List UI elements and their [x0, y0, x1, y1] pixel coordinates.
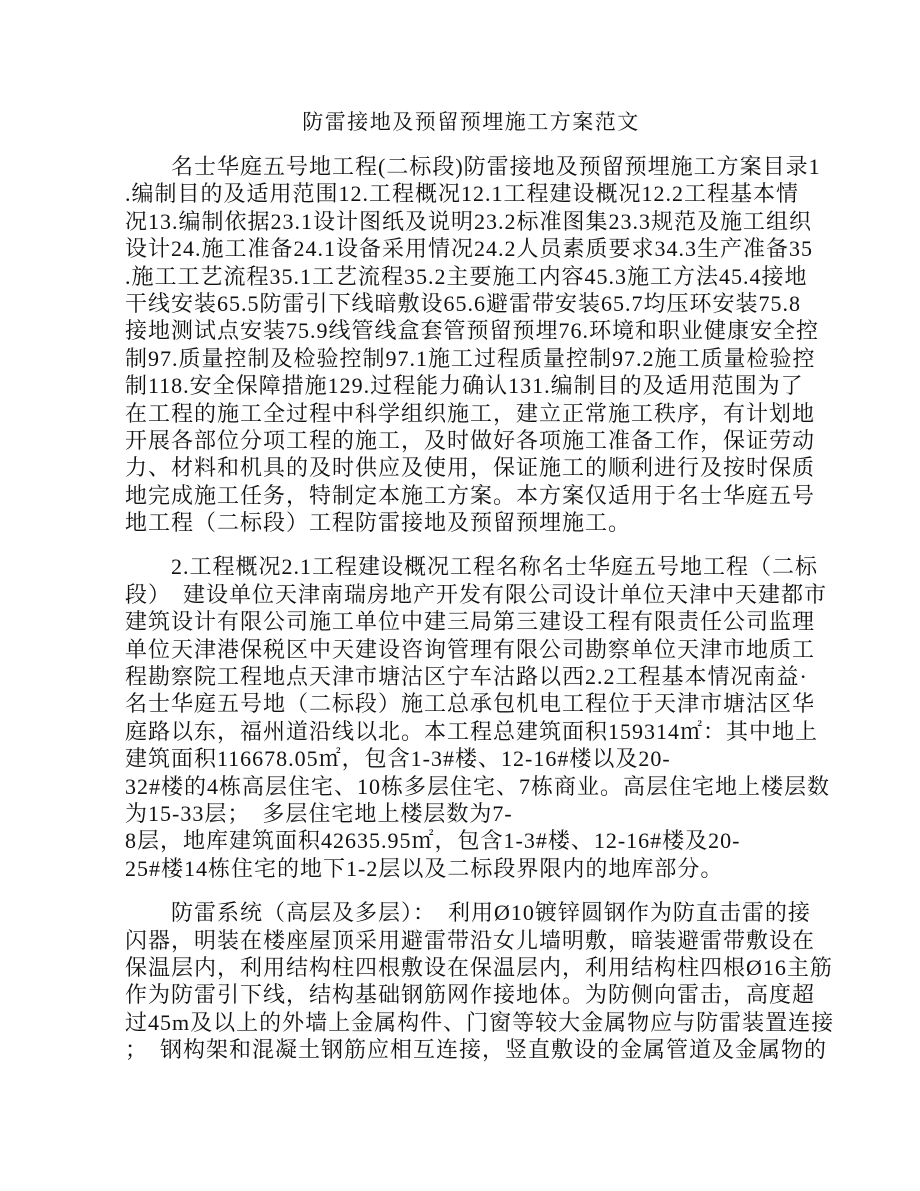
- text-line: 设计24.施工准备24.1设备采用情况24.2人员素质要求34.3生产准备35: [125, 236, 814, 262]
- text-line: 过45m及以上的外墙上金属构件、门窗等较大金属物应与防雷装置连接: [125, 1009, 835, 1035]
- text-line: 闪器，明装在楼座屋顶采用避雷带沿女儿墙明敷，暗装避雷带敷设在: [125, 927, 816, 953]
- text-line: 为15-33层； 多层住宅地上楼层数为7-: [125, 800, 513, 826]
- text-line: 段） 建设单位天津南瑞房地产开发有限公司设计单位天津中天建都市: [125, 581, 828, 607]
- text-line: 开展各部位分项工程的施工，及时做好各项施工准备工作，保证劳动: [125, 427, 816, 453]
- text-line: 地工程（二标段）工程防雷接地及预留预埋施工。: [125, 510, 632, 536]
- text-line: 25#楼14栋住宅的地下1-2层以及二标段界限内的地库部分。: [125, 855, 724, 881]
- text-line: .施工工艺流程35.1工艺流程35.2主要施工内容45.3施工方法45.4接地: [125, 263, 808, 289]
- document-body: [125, 153, 835, 1064]
- text-line: 接地测试点安装75.9线管线盒套管预留预埋76.环境和职业健康安全控: [125, 318, 820, 344]
- text-line: 32#楼的4栋高层住宅、10栋多层住宅、7栋商业。高层住宅地上楼层数: [125, 773, 831, 799]
- text-line: 名士华庭五号地工程(二标段)防雷接地及预留预埋施工方案目录1: [171, 154, 821, 179]
- text-line: 况13.编制依据23.1设计图纸及说明23.2标准图集23.3规范及施工组织: [125, 208, 813, 234]
- text-line: 制97.质量控制及检验控制97.1施工过程质量控制97.2施工质量检验控: [125, 345, 816, 371]
- text-line: 地完成施工任务，特制定本施工方案。本方案仅适用于名士华庭五号: [125, 482, 816, 508]
- text-line: 程勘察院工程地点天津市塘沽区宁车沽路以西2.2工程基本情况南益·: [125, 664, 808, 690]
- text-line: 防雷系统（高层及多层）： 利用Ø10镀锌圆钢作为防直击雷的接: [171, 900, 811, 926]
- text-line: 2.工程概况2.1工程建设概况工程名称名士华庭五号地工程（二标: [171, 554, 819, 580]
- text-line: 在工程的施工全过程中科学组织施工，建立正常施工秩序，有计划地: [125, 400, 816, 426]
- text-line: ； 钢构架和混凝土钢筋应相互连接，竖直敷设的金属管道及金属物的: [125, 1037, 828, 1063]
- text-line: 8层，地库建筑面积42635.95㎡，包含1-3#楼、12-16#楼及20-: [125, 828, 741, 854]
- text-line: 单位天津港保税区中天建设咨询管理有限公司勘察单位天津市地质工: [125, 636, 816, 662]
- text-line: 作为防雷引下线，结构基础钢筋网作接地体。为防侧向雷击，高度超: [125, 982, 816, 1008]
- document-title: 防雷接地及预留预埋施工方案范文: [302, 110, 640, 134]
- text-line: 庭路以东，福州道沿线以北。本工程总建筑面积159314㎡：其中地上: [125, 718, 819, 744]
- paragraph: [125, 553, 831, 882]
- text-line: .编制目的及适用范围12.工程概况12.1工程建设概况12.2工程基本情: [125, 181, 800, 207]
- paragraph: [125, 153, 821, 536]
- text-line: 制118.安全保障措施129.过程能力确认131.编制目的及适用范围为了: [125, 373, 804, 399]
- text-line: 力、材料和机具的及时供应及使用，保证施工的顺利进行及按时保质: [125, 455, 816, 481]
- text-line: 名士华庭五号地（二标段）施工总承包机电工程位于天津市塘沽区华: [125, 691, 816, 717]
- text-line: 建筑设计有限公司施工单位中建三局第三建设工程有限责任公司监理: [125, 609, 816, 635]
- text-line: 干线安装65.5防雷引下线暗敷设65.6避雷带安装65.7均压环安装75.8: [125, 290, 802, 316]
- text-line: 保温层内，利用结构柱四根敷设在保温层内，利用结构柱四根Ø16主筋: [125, 954, 833, 980]
- paragraph: [125, 899, 835, 1063]
- text-line: 建筑面积116678.05㎡，包含1-3#楼、12-16#楼以及20-: [125, 746, 671, 772]
